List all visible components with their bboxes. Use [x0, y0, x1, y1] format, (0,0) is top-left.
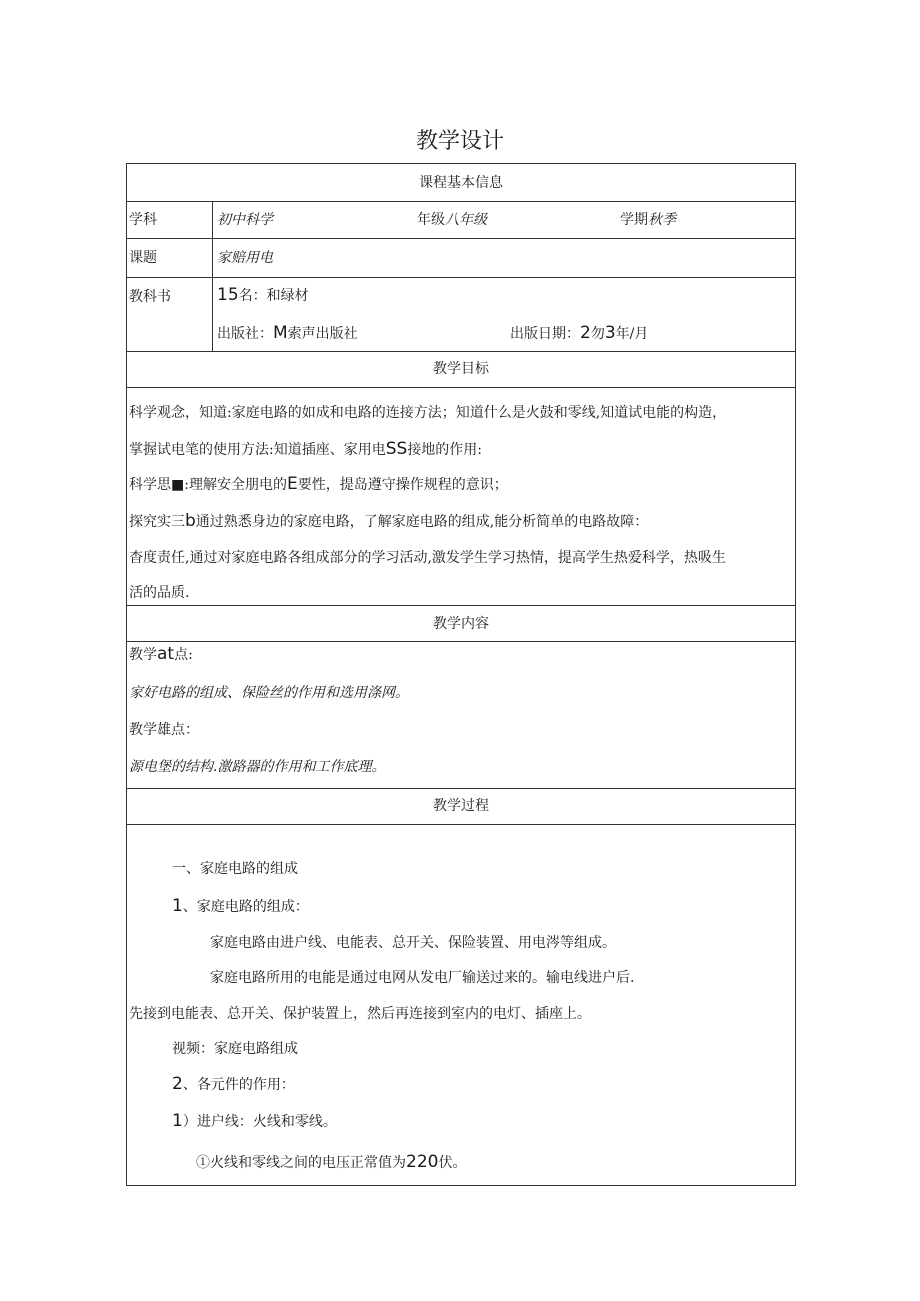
grade-field	[417, 211, 487, 229]
objective-line: 掌握试电笔的使用方法:知道插座、家用电SS接地的作用:	[129, 439, 483, 459]
page-title: 教学设计	[415, 129, 504, 154]
difficult-point-value: 源电堡的结构.激路器的作用和工作底理。	[129, 759, 386, 775]
objective-line: 杳度责任,通过对家庭电路各组成部分的学习活动,激发学生学习热情，提高学生热爱科学，热吸生	[129, 550, 726, 566]
table-divider	[126, 277, 796, 278]
subject-label: 学科	[129, 212, 157, 228]
basic-info-header: 课程基本信息	[419, 175, 503, 191]
objective-line: 活的品质.	[129, 585, 190, 601]
section-heading: 一、家庭电路的组成	[172, 861, 298, 877]
table-divider	[126, 824, 796, 825]
term-value: 秋季	[648, 212, 676, 228]
grade-label: 年级	[417, 212, 445, 228]
topic-value: 家赔用电	[217, 250, 273, 266]
process-header: 教学过程	[433, 798, 489, 814]
component-detail: ①火线和零线之间的电压正常值为220伏。	[196, 1152, 467, 1172]
table-divider	[126, 387, 796, 388]
process-paragraph: 先接到电能表、总开关、保护装置上，然后再连接到室内的电灯、插座上。	[129, 1006, 591, 1022]
textbook-name: 15名：和绿材	[217, 285, 309, 305]
subsection-heading: 2、各元件的作用：	[172, 1074, 295, 1094]
key-point-label: 教学at点:	[129, 644, 193, 664]
video-note: 视频：家庭电路组成	[172, 1041, 298, 1057]
component-item: 1）进户线：火线和零线。	[172, 1111, 337, 1131]
table-divider	[126, 788, 796, 789]
objective-line: 探究实三b通过熟悉身边的家庭电路，了解家庭电路的组成,能分析简单的电路故障：	[129, 511, 649, 531]
table-divider	[126, 238, 796, 239]
publish-date: 出版日期：2勿3年/月	[510, 323, 649, 343]
objective-line: 科学思■:理解安全朋电的E要性，提岛遵守操作规程的意识；	[129, 474, 508, 494]
label-column-divider	[212, 201, 213, 351]
table-divider	[126, 641, 796, 642]
key-point-value: 家好电路的组成、保险丝的作用和选用涤网。	[129, 685, 409, 701]
textbook-label: 教科书	[129, 289, 171, 305]
subsection-heading: 1、家庭电路的组成：	[172, 896, 309, 916]
table-divider	[126, 605, 796, 606]
objectives-header: 教学目标	[433, 361, 489, 377]
process-paragraph: 家庭电路所用的电能是通过电网从发电厂输送过来的。输电线进户后.	[210, 970, 635, 986]
grade-value: 八年级	[445, 212, 487, 228]
table-divider	[126, 351, 796, 352]
topic-label: 课题	[129, 250, 157, 266]
publisher: 出版社：M索声出版社	[217, 323, 358, 343]
subject-value: 初中科学	[217, 212, 273, 228]
lesson-table	[126, 163, 796, 1186]
term-field	[620, 211, 676, 229]
content-header: 教学内容	[433, 616, 489, 632]
term-label: 学期	[620, 212, 648, 228]
objective-line: 科学观念，知道:家庭电路的如成和电路的连接方法；知道什么是火鼓和零线,知道试电能的构造，	[129, 405, 727, 421]
difficult-point-label: 教学雄点：	[129, 722, 199, 738]
process-paragraph: 家庭电路由进户线、电能表、总开关、保险装置、用电涔等组成。	[210, 935, 616, 951]
table-divider	[126, 201, 796, 202]
